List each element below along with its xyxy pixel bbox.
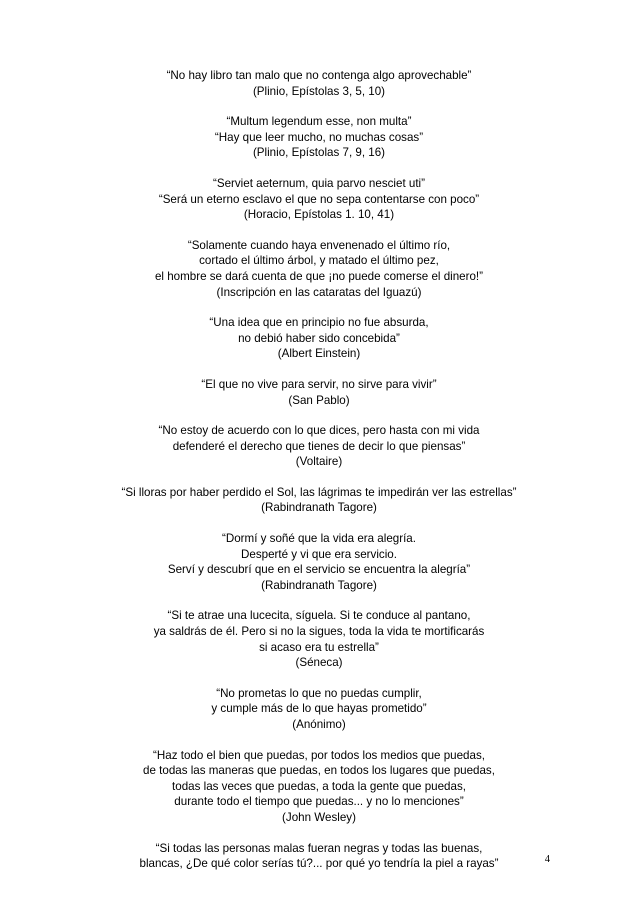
quote-line: “No estoy de acuerdo con lo que dices, pero hasta con mi vida — [158, 424, 480, 438]
quote-line: “Hay que leer mucho, no muchas cosas” — [214, 130, 424, 144]
quote-source: (John Wesley) — [282, 810, 356, 824]
quote-line: de todas las maneras que puedas, en todos los lugares que puedas, — [143, 764, 495, 778]
quote-block — [40, 841, 598, 872]
quote-line: “Haz todo el bien que puedas, por todos los medios que puedas, — [153, 748, 485, 762]
quotes-list — [40, 68, 598, 887]
quote-block — [40, 608, 598, 670]
quote-line: y cumple más de lo que hayas prometido” — [211, 702, 427, 716]
quote-source: (Rabindranath Tagore) — [261, 501, 377, 515]
quote-line: blancas, ¿De qué color serías tú?... por qué yo tendría la piel a rayas” — [139, 857, 499, 871]
quote-line: cortado el último árbol, y matado el último pez, — [199, 254, 439, 268]
quote-block — [40, 114, 598, 161]
quote-source: (Inscripción en las cataratas del Iguazú) — [216, 285, 422, 299]
quote-line: “Multum legendum esse, non multa” — [226, 115, 412, 129]
quote-line: “Dormí y soñé que la vida era alegría. — [222, 532, 416, 546]
quote-line: “Si lloras por haber perdido el Sol, las lágrimas te impedirán ver las estrellas” — [121, 485, 517, 499]
quote-line: “Si todas las personas malas fueran negras y todas las buenas, — [155, 841, 483, 855]
quote-source: (Horacio, Epístolas 1. 10, 41) — [243, 208, 395, 222]
quote-source: (Anónimo) — [292, 718, 346, 731]
quote-line: Desperté y vi que era servicio. — [241, 547, 397, 561]
quote-line: no debió haber sido concebida” — [238, 331, 400, 345]
quote-line: defenderé el derecho que tienes de decir lo que piensas” — [172, 439, 466, 453]
quote-line: todas las veces que puedas, a toda la gente que puedas, — [172, 779, 466, 793]
quote-line: “Solamente cuando haya envenenado el último río, — [187, 238, 451, 252]
quote-block — [40, 315, 598, 362]
quote-line: “Una idea que en principio no fue absurda, — [209, 316, 429, 330]
quote-line: “El que no vive para servir, no sirve para vivir” — [201, 377, 437, 391]
quote-source: (Plinio, Epístolas 7, 9, 16) — [252, 146, 386, 160]
quote-block — [40, 377, 598, 408]
quote-line: Serví y descubrí que en el servicio se encuentra la alegría” — [167, 563, 471, 577]
page-number: 4 — [544, 854, 550, 865]
quote-line: “No prometas lo que no puedas cumplir, — [216, 686, 422, 700]
quote-block — [40, 238, 598, 300]
quote-source: (Voltaire) — [295, 455, 343, 469]
quote-line: “Serviet aeternum, quia parvo nesciet uti” — [212, 176, 425, 190]
quote-line: “No hay libro tan malo que no contenga algo aprovechable” — [166, 69, 472, 82]
quote-block — [40, 176, 598, 223]
quote-source: (Séneca) — [295, 656, 343, 670]
quote-line: el hombre se dará cuenta de que ¡no puede comerse el dinero!” — [154, 269, 484, 283]
quote-line: “Será un eterno esclavo el que no sepa contentarse con poco” — [158, 192, 480, 206]
quote-block — [40, 748, 598, 826]
quote-source: (San Pablo) — [288, 393, 350, 407]
quote-line: si acaso era tu estrella” — [259, 640, 379, 654]
quote-source: (Rabindranath Tagore) — [261, 578, 377, 592]
quote-line: ya saldrás de él. Pero si no la sigues, toda la vida te mortificarás — [153, 625, 485, 639]
quote-block — [40, 686, 598, 733]
quote-block — [40, 531, 598, 593]
quote-source: (Plinio, Epístolas 3, 5, 10) — [252, 84, 386, 98]
quote-line: “Si te atrae una lucecita, síguela. Si te conduce al pantano, — [167, 609, 471, 623]
quote-block — [40, 485, 598, 516]
quote-line: durante todo el tiempo que puedas... y no lo menciones” — [174, 795, 464, 809]
quote-source: (Albert Einstein) — [277, 347, 361, 361]
quote-block — [40, 423, 598, 470]
quote-block — [40, 68, 598, 99]
